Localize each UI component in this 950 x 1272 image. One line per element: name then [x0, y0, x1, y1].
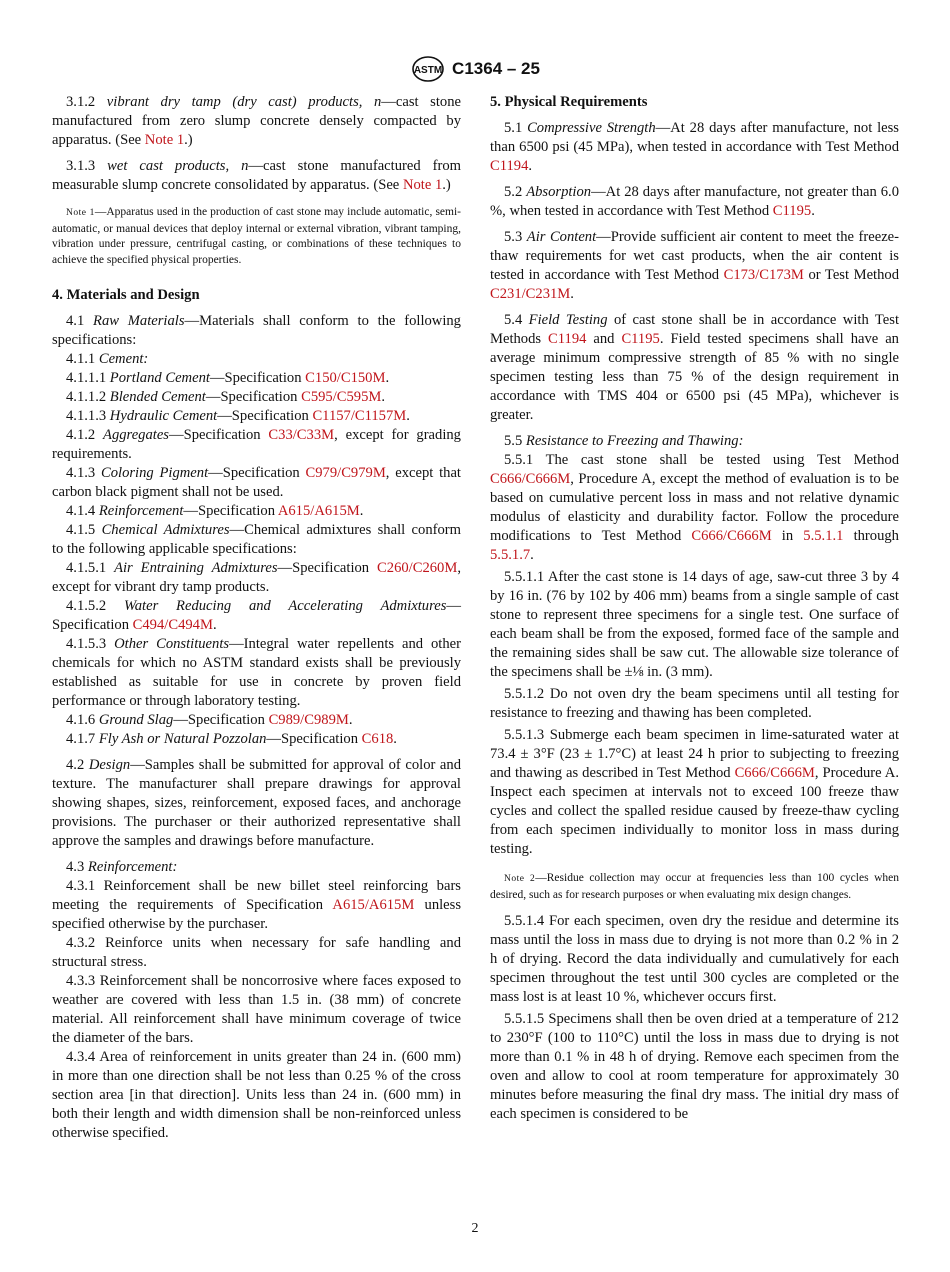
section-4-1-5-3: 4.1.5.3 Other Constituents—Integral water repellents and other chemicals for which no ASTM standard exists shall be previously established as suitable for use in concrete by proven field performance or through laboratory testing. — [52, 636, 461, 709]
section-link[interactable]: 5.5.1.7 — [490, 547, 531, 563]
page-number: 2 — [471, 1221, 479, 1236]
note-1: Note 1—Apparatus used in the production of cast stone may include automatic, semi-automatic, or manual devices that deploy internal or external vibration, vibrant tamping, vibration under pressure, centrifugal casting, or combinations of these techniques to achieve the specified physical properties. — [52, 206, 461, 266]
right-column — [490, 93, 899, 1124]
section-4-1-1-2: 4.1.1.2 Blended Cement—Specification C595/C595M. — [66, 389, 386, 405]
section-link[interactable]: 5.5.1.1 — [803, 528, 844, 544]
page-header — [0, 55, 950, 83]
spec-link[interactable]: A615/A615M — [332, 897, 415, 913]
astm-logo-icon — [410, 55, 446, 83]
left-column — [52, 93, 461, 1143]
section-4-1-2: 4.1.2 Aggregates—Specification C33/C33M, except for grading requirements. — [52, 427, 461, 462]
section-4-3-2: 4.3.2 Reinforce units when necessary for safe handling and structural stress. — [52, 935, 461, 970]
spec-link[interactable]: C666/C666M — [734, 765, 815, 781]
section-5-5-1-3: 5.5.1.3 Submerge each beam specimen in lime-saturated water at 73.4 ± 3°F (23 ± 1.7°C) at least 24 h prior to subjecting to freezing and thawing as described in Test Method C666/C666M, Procedure A. Inspect each specimen at intervals not to exceed 100 freeze thaw cycles and collect the spalled residue caused by freeze-thaw cycling from each specimen individually to monitor loss in mass during testing. — [490, 727, 899, 857]
section-5-5-1-4: 5.5.1.4 For each specimen, oven dry the residue and determine its mass until the loss in mass due to drying is not more than 0.2 % in 2 h of drying. Record the data individually and cumulatively for each specimen throughout the test until 300 cycles are completed or the mass lost is at least 10 %, whichever occurs first. — [490, 913, 899, 1005]
spec-link[interactable]: C666/C666M — [691, 528, 772, 544]
section-5-4: 5.4 Field Testing of cast stone shall be in accordance with Test Methods C1194 and C1195. Field tested specimens shall have an average minimum compressive strength of 85 % with no single specimen testing less than 75 % of the design requirement in accordance with TMS 404 or 6500 psi (45 MPa), whichever is greater. — [490, 312, 899, 423]
section-5-5-1-5: 5.5.1.5 Specimens shall then be oven dried at a temperature of 212 to 230°F (100 to 110°C) until the loss in mass due to drying is not more than 0.1 % in 48 h of drying. Remove each specimen from the oven and allow to cool at room temperature for approximately 30 minutes before measuring the final dry mass. The initial dry mass of each specimen is considered to be — [490, 1011, 899, 1122]
section-4-3-4: 4.3.4 Area of reinforcement in units greater than 24 in. (600 mm) in more than one direction shall be not less than 0.25 % of the cross section area [in that direction]. Units less than 24 in. (600 mm) in both their length and width dimension shall be non-reinforced unless otherwise specified. — [52, 1049, 462, 1141]
section-3-1-3: 3.1.3 wet cast products, n—cast stone manufactured from measurable slump concrete consolidated by apparatus. (See Note 1.) — [52, 158, 461, 193]
spec-link[interactable]: C260/C260M — [377, 560, 458, 576]
spec-link[interactable]: C1195 — [621, 331, 660, 347]
spec-link[interactable]: C618 — [361, 731, 394, 747]
note-1-link[interactable]: Note 1 — [144, 132, 185, 148]
section-4-1-5: 4.1.5 Chemical Admixtures—Chemical admixtures shall conform to the following applicable specifications: — [52, 522, 461, 557]
section-5-5: 5.5 Resistance to Freezing and Thawing: — [504, 433, 744, 449]
spec-link[interactable]: C1157/C1157M — [312, 408, 407, 424]
section-5-5-1-2: 5.5.1.2 Do not oven dry the beam specimens until all testing for resistance to freezing and thawing has been completed. — [490, 686, 899, 721]
section-5-1: 5.1 Compressive Strength—At 28 days after manufacture, not less than 6500 psi (45 MPa), when tested in accordance with Test Method C1194. — [490, 120, 899, 174]
spec-link[interactable]: C231/C231M — [490, 286, 571, 302]
spec-link[interactable]: C33/C33M — [268, 427, 335, 443]
section-4-1-1-3: 4.1.1.3 Hydraulic Cement—Specification C1157/C1157M. — [66, 408, 410, 424]
section-4-1-5-2: 4.1.5.2 Water Reducing and Accelerating Admixtures—Specification C494/C494M. — [52, 598, 461, 633]
section-4-3-1: 4.3.1 Reinforcement shall be new billet steel reinforcing bars meeting the requirements of Specification A615/A615M unless specified otherwise by the purchaser. — [52, 878, 462, 932]
logo-text: ASTM — [413, 65, 443, 76]
section-5-3: 5.3 Air Content—Provide sufficient air content to meet the freeze-thaw requirements for wet cast products, when the air content is tested in accordance with Test Method C173/C173M or Test Method C231/C231M. — [490, 229, 900, 302]
spec-link[interactable]: C1194 — [548, 331, 587, 347]
spec-link[interactable]: C1195 — [772, 203, 812, 219]
spec-link[interactable]: A615/A615M — [277, 503, 360, 519]
spec-link[interactable]: C989/C989M — [268, 712, 349, 728]
section-4-1-7: 4.1.7 Fly Ash or Natural Pozzolan—Specification C618. — [66, 731, 397, 747]
document-id: C1364 – 25 — [452, 59, 540, 78]
section-3-1-2: 3.1.2 vibrant dry tamp (dry cast) products, n—cast stone manufactured from zero slump concrete densely compacted by apparatus. (See Note 1.) — [52, 94, 461, 148]
heading-physical-requirements: 5. Physical Requirements — [490, 94, 648, 110]
section-5-5-1-1: 5.5.1.1 After the cast stone is 14 days of age, saw-cut three 3 by 4 by 16 in. (76 by 102 by 406 mm) beams from a single sample of cast stone to represent three specimens for a single test. One surface of each beam shall be from the exposed, formed face of the sample and the remaining sides shall be saw cut. The allowable size tolerance of the specimens shall be ±⅛ in. (3 mm). — [490, 569, 899, 680]
section-4-1-4: 4.1.4 Reinforcement—Specification A615/A615M. — [66, 503, 364, 519]
section-4-1-1: 4.1.1 Cement: — [66, 351, 149, 367]
section-4-2: 4.2 Design—Samples shall be submitted for approval of color and texture. The manufacturer shall prepare drawings for approval showing shapes, sizes, reinforcement, exposed faces, and anchorage provisions. The purchaser or their authorized representative shall approve the samples and drawings before manufacture. — [52, 757, 461, 849]
spec-link[interactable]: C666/C666M — [490, 471, 571, 487]
section-4-1-6: 4.1.6 Ground Slag—Specification C989/C989M. — [66, 712, 353, 728]
section-5-2: 5.2 Absorption—At 28 days after manufacture, not greater than 6.0 %, when tested in accordance with Test Method C1195. — [490, 184, 899, 219]
spec-link[interactable]: C1194 — [490, 158, 529, 174]
note-1-link[interactable]: Note 1 — [402, 177, 443, 193]
section-4-1-1-1: 4.1.1.1 Portland Cement—Specification C150/C150M. — [66, 370, 390, 386]
spec-link[interactable]: C150/C150M — [305, 370, 386, 386]
heading-materials-design: 4. Materials and Design — [52, 287, 200, 303]
section-4-1: 4.1 Raw Materials—Materials shall conform to the following specifications: — [52, 313, 461, 348]
spec-link[interactable]: C595/C595M — [301, 389, 382, 405]
note-2: Note 2—Residue collection may occur at frequencies less than 100 cycles when desired, such as for research purposes or when evaluating mix design changes. — [490, 872, 900, 901]
spec-link[interactable]: C494/C494M — [132, 617, 213, 633]
section-4-1-3: 4.1.3 Coloring Pigment—Specification C979/C979M, except that carbon black pigment shall not be used. — [52, 465, 461, 500]
spec-link[interactable]: C979/C979M — [305, 465, 386, 481]
section-4-3: 4.3 Reinforcement: — [66, 859, 178, 875]
section-4-3-3: 4.3.3 Reinforcement shall be noncorrosive where faces exposed to weather are covered with less than 1.5 in. (38 mm) of concrete material. All reinforcement shall have minimum coverage of twice the diameter of the bars. — [52, 973, 462, 1046]
spec-link[interactable]: C173/C173M — [723, 267, 804, 283]
section-4-1-5-1: 4.1.5.1 Air Entraining Admixtures—Specification C260/C260M, except for vibrant dry tamp products. — [52, 560, 461, 595]
section-5-5-1: 5.5.1 The cast stone shall be tested using Test Method C666/C666M, Procedure A, except the method of evaluation is to be based on cumulative percent loss in mass and not relative dynamic modulus of elasticity and durability factor. Follow the procedure modifications to Test Method C666/C666M in 5.5.1.1 through 5.5.1.7. — [490, 452, 899, 563]
